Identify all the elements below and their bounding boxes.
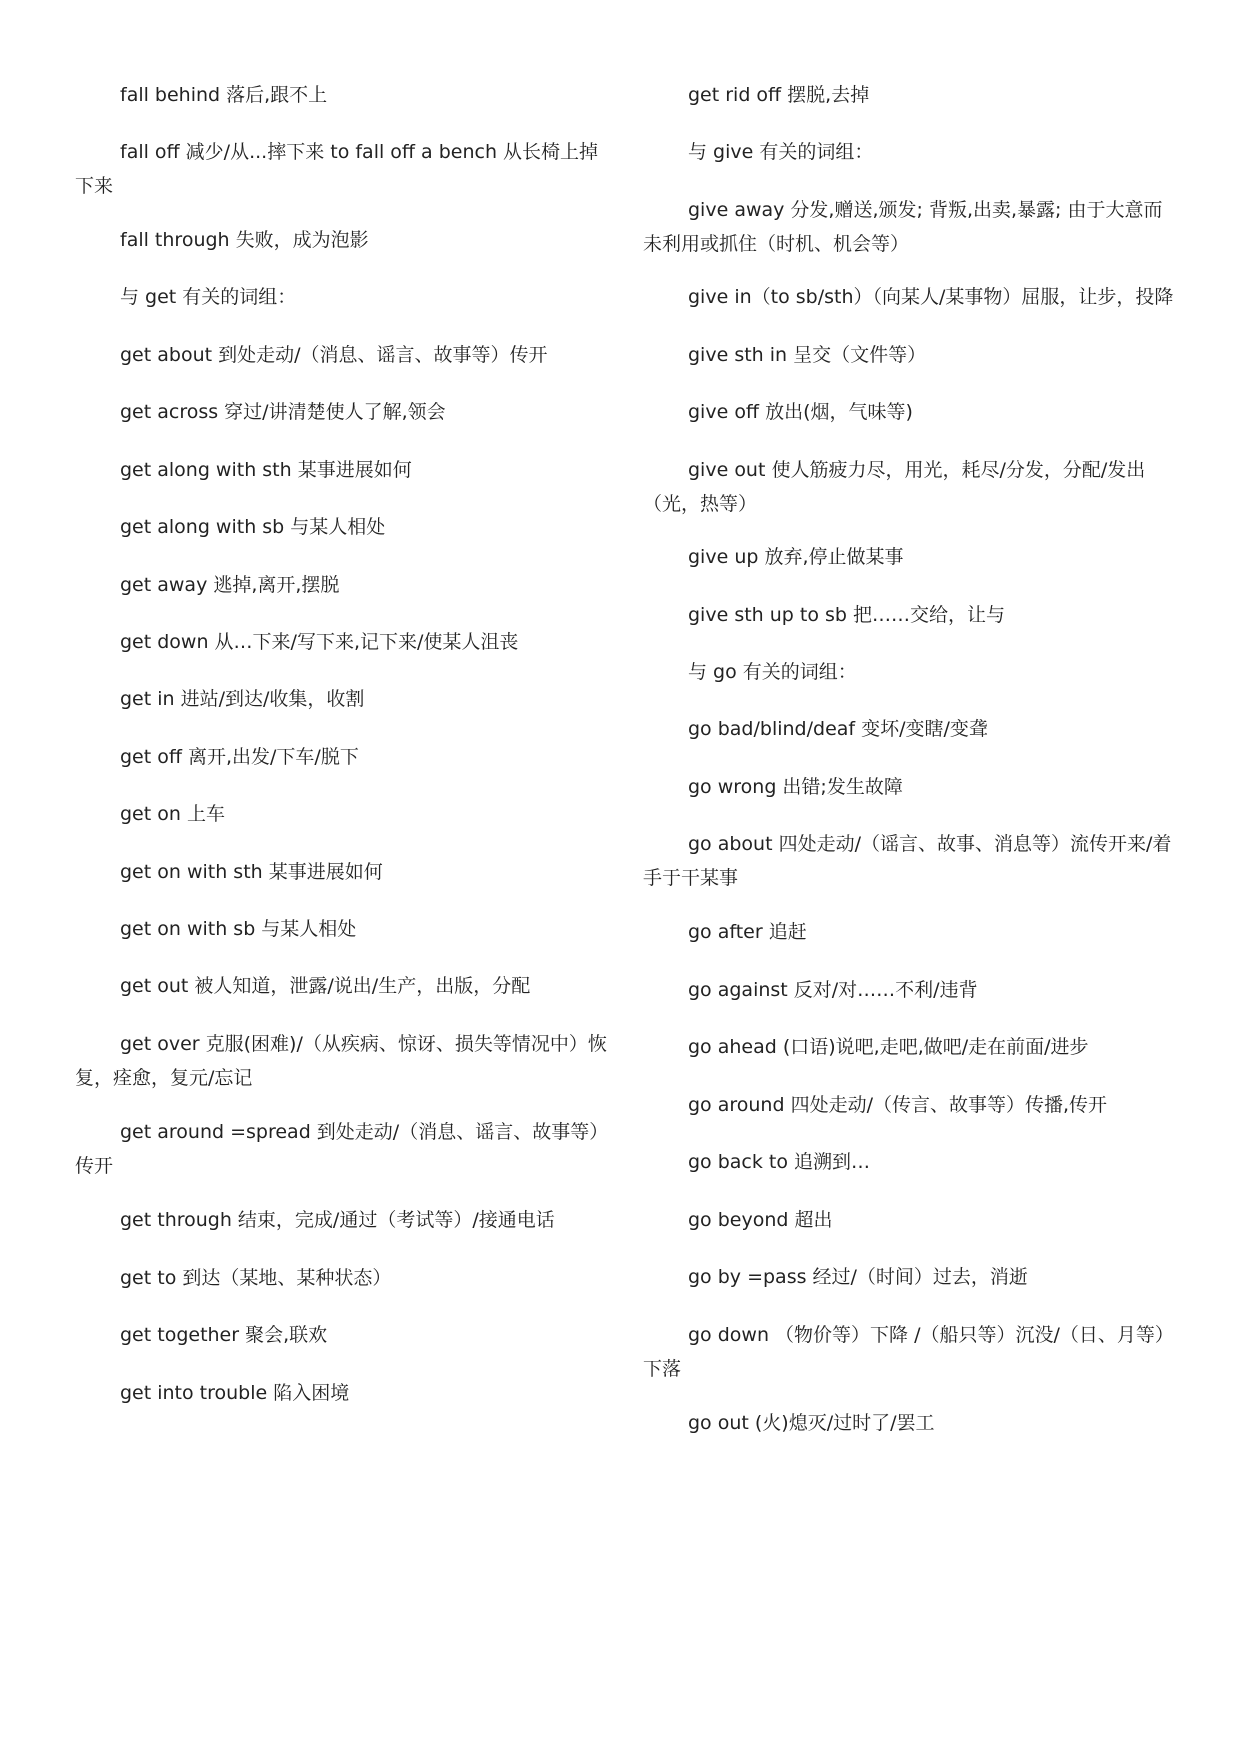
list-item: give sth up to sb 把……交给，让与	[688, 604, 1005, 626]
list-item: give out 使人筋疲力尽，用光，耗尽/分发，分配/发出（光，热等）	[643, 459, 1146, 515]
list-item: get out 被人知道，泄露/说出/生产，出版，分配	[120, 975, 531, 997]
list-item: go bad/blind/deaf 变坏/变瞎/变聋	[688, 718, 988, 740]
list-item: get away 逃掉,离开,摆脱	[120, 574, 340, 596]
list-item: give away 分发,赠送,颁发; 背叛,出卖,暴露; 由于大意而未利用或抓住（时机、机会等）	[643, 199, 1163, 255]
list-item: get on 上车	[120, 803, 225, 825]
list-item: give in（to sb/sth）（向某人/某事物）屈服，让步，投降	[688, 286, 1174, 308]
list-item: go about 四处走动/（谣言、故事、消息等）流传开来/着手于干某事	[643, 833, 1172, 889]
list-item: get into trouble 陷入困境	[120, 1382, 350, 1404]
list-item: get along with sth 某事进展如何	[120, 459, 412, 481]
section-heading: 与 get 有关的词组：	[120, 286, 297, 308]
list-item: get off 离开,出发/下车/脱下	[120, 746, 359, 768]
section-heading: 与 go 有关的词组：	[688, 661, 857, 683]
list-item: get on with sth 某事进展如何	[120, 861, 383, 883]
list-item: fall behind 落后,跟不上	[120, 84, 328, 106]
list-item: go wrong 出错;发生故障	[688, 776, 903, 798]
list-item: get through 结束，完成/通过（考试等）/接通电话	[120, 1209, 555, 1231]
list-item: go by =pass 经过/（时间）过去，消逝	[688, 1266, 1028, 1288]
list-item: get on with sb 与某人相处	[120, 918, 357, 940]
list-item: go beyond 超出	[688, 1209, 833, 1231]
list-item: get across 穿过/讲清楚使人了解,领会	[120, 401, 446, 423]
list-item: give off 放出(烟，气味等)	[688, 401, 913, 423]
list-item: go down （物价等）下降 /（船只等）沉没/（日、月等）下落	[643, 1324, 1174, 1380]
list-item: get around =spread 到处走动/（消息、谣言、故事等）传开	[75, 1121, 599, 1177]
list-item: get about 到处走动/（消息、谣言、故事等）传开	[120, 344, 548, 366]
section-heading: 与 give 有关的词组：	[688, 141, 874, 163]
list-item: give up 放弃,停止做某事	[688, 546, 904, 568]
list-item: go ahead (口语)说吧,走吧,做吧/走在前面/进步	[688, 1036, 1089, 1058]
list-item: get rid off 摆脱,去掉	[688, 84, 870, 106]
list-item: give sth in 呈交（文件等）	[688, 344, 927, 366]
list-item: get to 到达（某地、某种状态）	[120, 1267, 392, 1289]
list-item: get down 从…下来/写下来,记下来/使某人沮丧	[120, 631, 519, 653]
list-item: go after 追赶	[688, 921, 807, 943]
list-item: fall off 减少/从...摔下来 to fall off a bench 从长椅上掉下来	[75, 141, 599, 197]
list-item: go out (火)熄灭/过时了/罢工	[688, 1412, 935, 1434]
list-item: go against 反对/对……不利/违背	[688, 979, 978, 1001]
list-item: get over 克服(困难)/（从疾病、惊讶、损失等情况中）恢复，痊愈，复元/忘记	[75, 1033, 607, 1089]
list-item: get together 聚会,联欢	[120, 1324, 328, 1346]
list-item: go back to 追溯到…	[688, 1151, 871, 1173]
list-item: get along with sb 与某人相处	[120, 516, 386, 538]
list-item: go around 四处走动/（传言、故事等）传播,传开	[688, 1094, 1108, 1116]
list-item: get in 进站/到达/收集，收割	[120, 688, 365, 710]
list-item: fall through 失败，成为泡影	[120, 229, 369, 251]
